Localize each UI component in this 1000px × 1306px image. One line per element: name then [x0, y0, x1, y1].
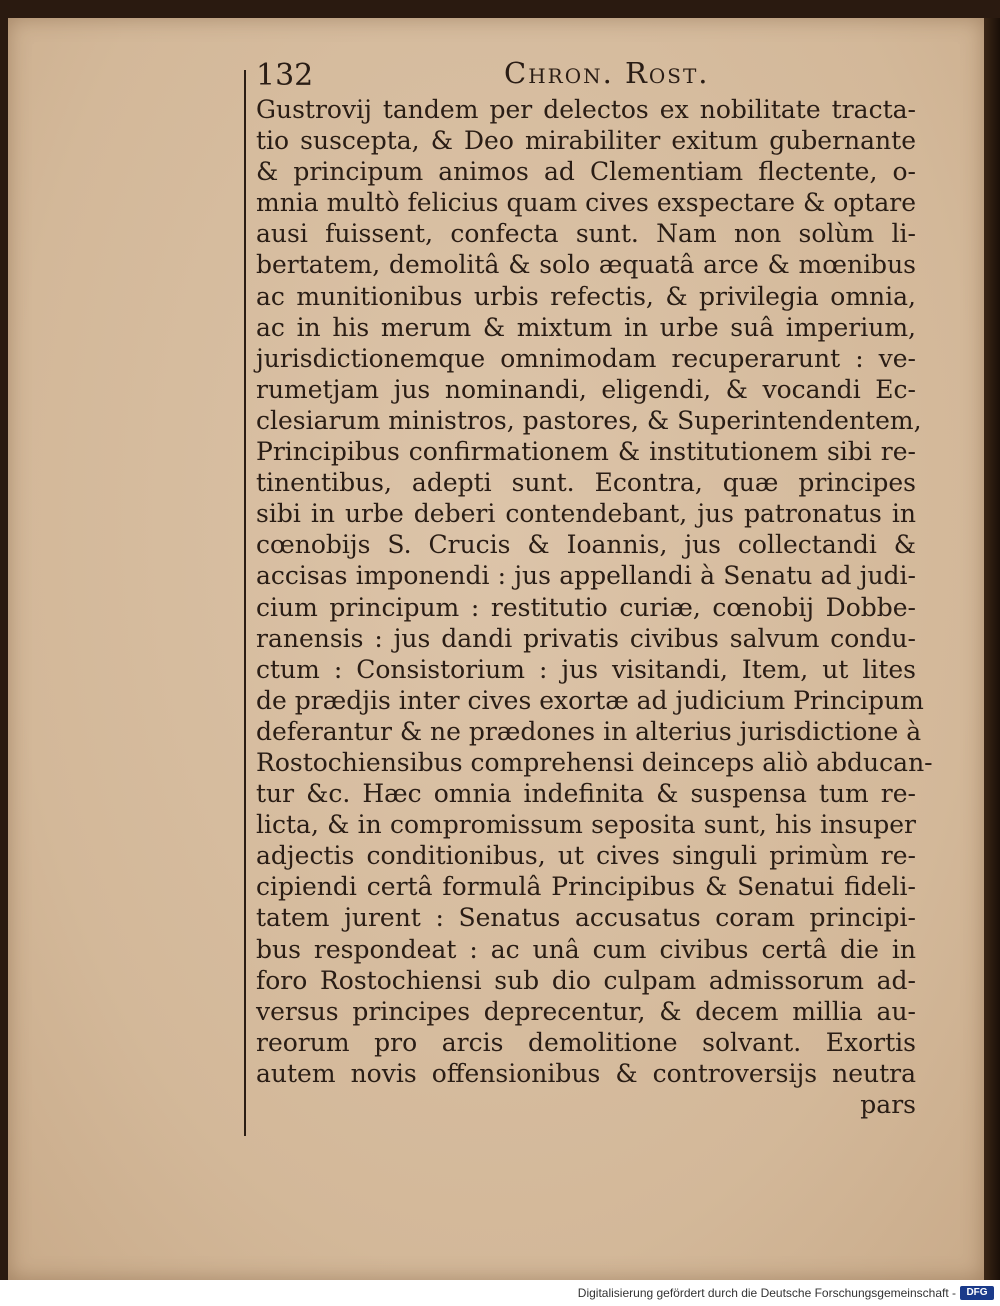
body-text	[256, 94, 933, 1120]
text-line: tinentibus, adepti sunt. Econtra, quæ principes	[256, 468, 916, 498]
margin-rule	[244, 70, 246, 1136]
text-line: & principum animos ad Clementiam flectente, o-	[256, 157, 916, 187]
text-line: reorum pro arcis demolitione solvant. Exortis	[256, 1027, 916, 1057]
text-line: mnia multò felicius quam cives exspectare & optare	[256, 188, 916, 218]
text-line: cœnobijs S. Crucis & Ioannis, jus collectandi &	[256, 530, 916, 560]
page-header	[256, 54, 916, 94]
text-line: ranensis : jus dandi privatis civibus salvum condu-	[256, 623, 916, 653]
text-line: sibi in urbe deberi contendebant, jus patronatus in	[256, 499, 916, 529]
text-line: Principibus confirmationem & institutionem sibi re-	[256, 437, 916, 467]
text-line: rumetjam jus nominandi, eligendi, & vocandi Ec-	[256, 374, 916, 404]
text-line: autem novis offensionibus & controversijs neutra	[256, 1058, 916, 1088]
text-line: deferantur & ne prædones in alterius jurisdictione à	[256, 716, 922, 746]
text-line: tatem jurent : Senatus accusatus coram principi-	[256, 903, 916, 933]
text-line: accisas imponendi : jus appellandi à Senatu ad judi-	[256, 561, 916, 591]
text-line: licta, & in compromissum seposita sunt, his insuper	[256, 810, 916, 840]
text-line: ac in his merum & mixtum in urbe suâ imperium,	[256, 312, 916, 342]
text-line: adjectis conditionibus, ut cives singuli primùm re-	[256, 841, 916, 871]
text-line: bus respondeat : ac unâ cum civibus certâ die in	[256, 934, 916, 964]
page-number: 132	[256, 58, 314, 93]
text-line: cipiendi certâ formulâ Principibus & Senatui fideli-	[256, 872, 916, 902]
dfg-logo-icon: DFG	[960, 1286, 994, 1300]
text-line: de prædjis inter cives exortæ ad judicium Principum	[256, 685, 924, 715]
text-line: foro Rostochiensi sub dio culpam admissorum ad-	[256, 965, 916, 995]
text-line: Rostochiensibus comprehensi deinceps aliò abducan-	[256, 747, 933, 777]
text-line: ctum : Consistorium : jus visitandi, Item, ut lites	[256, 654, 916, 684]
text-line: clesiarum ministros, pastores, & Superintendentem,	[256, 405, 922, 435]
digitization-footer	[0, 1280, 1000, 1306]
running-head: Chron. Rost.	[504, 56, 710, 90]
text-line: pars	[860, 1090, 916, 1119]
page-edge-shadow	[984, 18, 1000, 1280]
text-line: tur &c. Hæc omnia indefinita & suspensa tum re-	[256, 779, 916, 809]
text-line: cium principum : restitutio curiæ, cœnobij Dobbe-	[256, 592, 916, 622]
text-line: bertatem, demolitâ & solo æquatâ arce & mœnibus	[256, 250, 916, 280]
funding-notice: Digitalisierung gefördert durch die Deutsche Forschungsgemeinschaft -	[577, 1286, 956, 1300]
text-line: tio suscepta, & Deo mirabiliter exitum gubernante	[256, 126, 916, 156]
text-line: Gustrovij tandem per delectos ex nobilitate tracta-	[256, 95, 916, 124]
text-line: ac munitionibus urbis refectis, & privilegia omnia,	[256, 281, 916, 311]
text-line: jurisdictionemque omnimodam recuperarunt : ve-	[256, 343, 916, 373]
text-line: versus principes deprecentur, & decem millia au-	[256, 996, 916, 1026]
text-line: ausi fuissent, confecta sunt. Nam non solùm li-	[256, 219, 916, 249]
